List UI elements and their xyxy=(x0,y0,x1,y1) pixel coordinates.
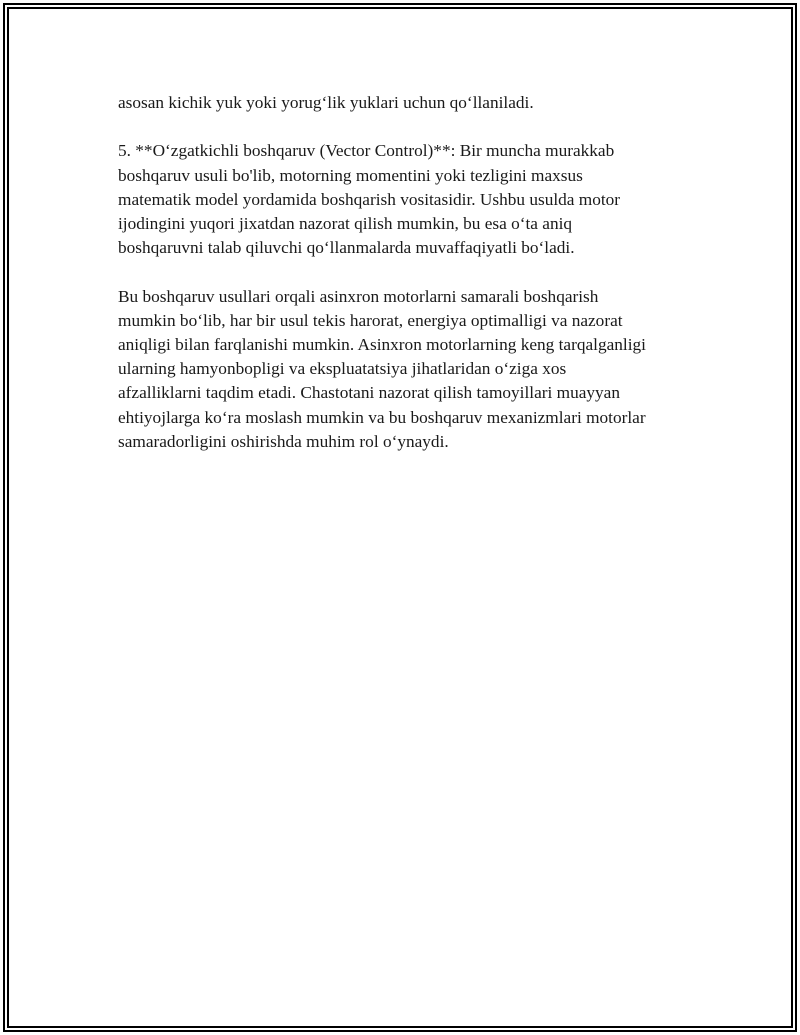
document-body xyxy=(118,91,698,454)
paragraph-vector-control xyxy=(118,139,698,260)
text-line: 5. **O‘zgatkichli boshqaruv (Vector Control)**: Bir muncha murakkab xyxy=(118,141,615,161)
text-line: samaradorligini oshirishda muhim rol o‘ynaydi. xyxy=(118,431,449,451)
text-line: boshqaruvni talab qiluvchi qo‘llanmalarda muvaffaqiyatli bo‘ladi. xyxy=(118,238,575,258)
text-line: boshqaruv usuli bo'lib, motorning momentini yoki tezligini maxsus xyxy=(118,165,583,185)
text-line: Bu boshqaruv usullari orqali asinxron motorlarni samarali boshqarish xyxy=(118,286,599,306)
text-line: mumkin bo‘lib, har bir usul tekis harorat, energiya optimalligi va nazorat xyxy=(118,310,623,330)
text-line: matematik model yordamida boshqarish vositasidir. Ushbu usulda motor xyxy=(118,189,621,209)
text-line: ijodingini yuqori jixatdan nazorat qilish mumkin, bu esa o‘ta aniq xyxy=(118,214,573,233)
paragraph-spacer xyxy=(118,115,698,139)
paragraph-spacer xyxy=(118,260,698,284)
text-line: ularning hamyonbopligi va ekspluatatsiya jihatlaridan o‘ziga xos xyxy=(118,359,567,379)
paragraph-conclusion xyxy=(118,285,698,454)
text-line: asosan kichik yuk yoki yorug‘lik yuklari uchun qo‘llaniladi. xyxy=(118,93,534,112)
text-line: afzalliklarni taqdim etadi. Chastotani nazorat qilish tamoyillari muayyan xyxy=(118,383,620,403)
text-line: ehtiyojlarga ko‘ra moslash mumkin va bu boshqaruv mexanizmlari motorlar xyxy=(118,407,646,427)
text-line: aniqligi bilan farqlanishi mumkin. Asinxron motorlarning keng tarqalganligi xyxy=(118,335,646,354)
paragraph-continuation xyxy=(118,91,698,115)
